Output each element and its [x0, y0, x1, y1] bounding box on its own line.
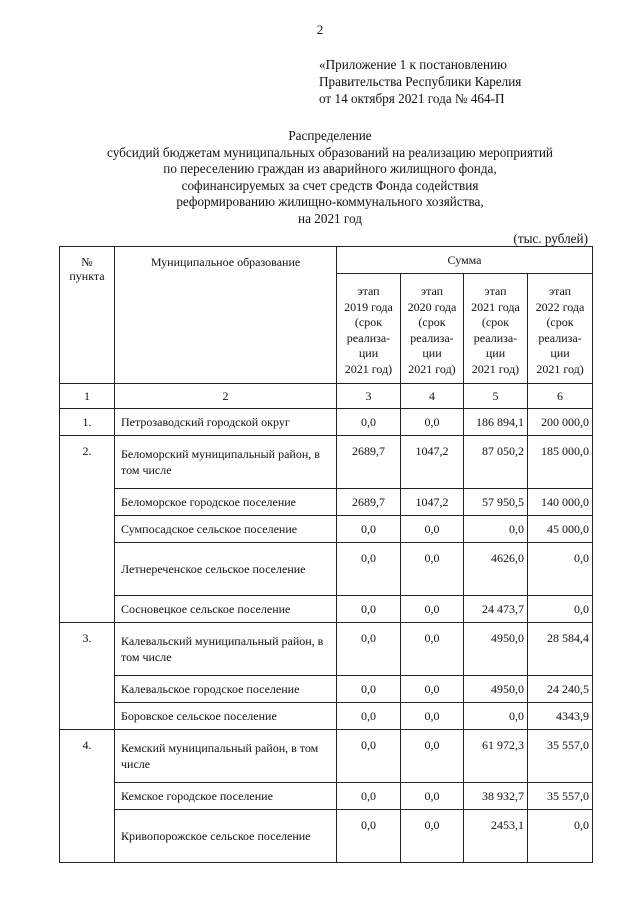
- amount-cell: 24 473,7: [464, 596, 528, 623]
- amount-cell: 0,0: [337, 810, 401, 863]
- column-header-number-text: № пункта: [69, 255, 105, 283]
- stage-header-line: реализа-: [346, 330, 391, 345]
- table-row: [60, 783, 593, 810]
- heading-line: субсидий бюджетам муниципальных образований на реализацию мероприятий: [107, 144, 553, 160]
- amount-cell: 140 000,0: [528, 489, 593, 516]
- municipality-name: Калевальский муниципальный район, в том числе: [115, 623, 337, 676]
- stage-header-line: 2021 года: [471, 299, 520, 314]
- column-index: 3: [337, 384, 401, 409]
- amount-cell: 0,0: [337, 730, 401, 783]
- stage-header-line: 2022 года: [535, 299, 585, 314]
- stage-header-line: этап: [484, 284, 507, 298]
- amount-cell: 0,0: [401, 703, 464, 730]
- stage-header: [464, 274, 528, 384]
- amount-cell: 35 557,0: [528, 730, 593, 783]
- amount-cell: 1047,2: [401, 489, 464, 516]
- amount-cell: 0,0: [401, 409, 464, 436]
- item-number: 2.: [60, 436, 115, 489]
- amount-cell: 61 972,3: [464, 730, 528, 783]
- amount-cell: 0,0: [528, 596, 593, 623]
- heading-line: по переселению граждан из аварийного жилищного фонда,: [163, 161, 497, 177]
- amount-cell: 2689,7: [337, 436, 401, 489]
- stage-header-line: этап: [420, 284, 444, 298]
- table-row: [60, 516, 593, 543]
- amount-cell: 0,0: [337, 783, 401, 810]
- stage-header-line: этап: [548, 284, 572, 298]
- stage-header: [528, 274, 593, 384]
- stage-header-line: ции: [550, 346, 570, 360]
- municipality-name: Кривопорожское сельское поселение: [115, 810, 337, 863]
- amount-cell: 0,0: [464, 516, 528, 543]
- municipality-name: Беломорский муниципальный район, в том числе: [115, 436, 337, 489]
- amount-cell: 200 000,0: [528, 409, 593, 436]
- amount-cell: 0,0: [401, 810, 464, 863]
- table-row: [60, 810, 593, 863]
- amount-cell: 186 894,1: [464, 409, 528, 436]
- amount-cell: 28 584,4: [528, 623, 593, 676]
- appendix-reference: [319, 56, 521, 107]
- stage-header-line: 2019 года: [344, 299, 393, 314]
- amount-cell: 0,0: [337, 623, 401, 676]
- heading-line: софинансируемых за счет средств Фонда содействия: [181, 177, 479, 193]
- amount-cell: 185 000,0: [528, 436, 593, 489]
- stage-header: [401, 274, 464, 384]
- stage-header-line: 2021 год): [344, 361, 393, 376]
- item-number: 1.: [60, 409, 115, 436]
- amount-cell: 0,0: [464, 703, 528, 730]
- stage-header-line: реализа-: [473, 330, 518, 345]
- amount-cell: 0,0: [401, 783, 464, 810]
- column-index: 2: [115, 384, 337, 409]
- item-number: [60, 516, 115, 543]
- amount-cell: 0,0: [401, 543, 464, 596]
- municipality-name: Летнереченское сельское поселение: [115, 543, 337, 596]
- table-row: [60, 730, 593, 783]
- amount-cell: 2689,7: [337, 489, 401, 516]
- column-index: 6: [528, 384, 593, 409]
- amount-cell: 87 050,2: [464, 436, 528, 489]
- table-row: [60, 676, 593, 703]
- amount-cell: 45 000,0: [528, 516, 593, 543]
- item-number: [60, 543, 115, 596]
- subsidy-table: [59, 246, 593, 863]
- stage-header-line: ции: [485, 346, 506, 360]
- municipality-name: Калевальское городское поселение: [115, 676, 337, 703]
- column-header-municipality: Муниципальное образование: [115, 247, 337, 384]
- table-row: [60, 703, 593, 730]
- stage-header-line: (срок: [418, 315, 446, 329]
- amount-cell: 0,0: [337, 543, 401, 596]
- stage-header-line: 2021 год): [471, 361, 520, 376]
- page-number: 2: [316, 22, 324, 37]
- document-heading: [0, 128, 640, 228]
- heading-line: Распределение: [288, 128, 372, 143]
- item-number: [60, 783, 115, 810]
- column-index: 1: [60, 384, 115, 409]
- item-number: [60, 810, 115, 863]
- amount-cell: 2453,1: [464, 810, 528, 863]
- municipality-name: Кемский муниципальный район, в том числе: [115, 730, 337, 783]
- stage-header-line: 2021 год): [408, 361, 456, 376]
- amount-cell: 35 557,0: [528, 783, 593, 810]
- amount-cell: 0,0: [401, 730, 464, 783]
- amount-cell: 24 240,5: [528, 676, 593, 703]
- column-index: 4: [401, 384, 464, 409]
- column-header-sum: Сумма: [337, 247, 593, 274]
- item-number: 3.: [60, 623, 115, 676]
- municipality-name: Боровское сельское поселение: [115, 703, 337, 730]
- amount-cell: 0,0: [401, 596, 464, 623]
- amount-cell: 0,0: [528, 543, 593, 596]
- municipality-name: Беломорское городское поселение: [115, 489, 337, 516]
- stage-header-line: ции: [422, 346, 442, 360]
- table-row: [60, 623, 593, 676]
- amount-cell: 0,0: [337, 409, 401, 436]
- amount-cell: 57 950,5: [464, 489, 528, 516]
- amount-cell: 4950,0: [464, 676, 528, 703]
- amount-cell: 4343,9: [528, 703, 593, 730]
- municipality-name: Сосновецкое сельское поселение: [115, 596, 337, 623]
- stage-header-line: (срок: [354, 315, 383, 329]
- stage-header-line: реализа-: [410, 330, 454, 345]
- stage-header-line: реализа-: [538, 330, 582, 345]
- stage-header-line: (срок: [481, 315, 510, 329]
- appendix-line: «Приложение 1 к постановлению: [319, 57, 507, 72]
- amount-cell: 0,0: [401, 676, 464, 703]
- heading-line: реформированию жилищно-коммунального хозяйства,: [176, 194, 484, 210]
- stage-header-line: этап: [357, 284, 380, 298]
- stage-header: [337, 274, 401, 384]
- units-label: (тыс. рублей): [513, 231, 588, 246]
- item-number: [60, 676, 115, 703]
- column-header-number: [60, 247, 115, 384]
- table-row: [60, 489, 593, 516]
- amount-cell: 0,0: [337, 596, 401, 623]
- table-row: [60, 409, 593, 436]
- amount-cell: 0,0: [401, 623, 464, 676]
- municipality-name: Кемское городское поселение: [115, 783, 337, 810]
- item-number: [60, 489, 115, 516]
- table-row: [60, 543, 593, 596]
- stage-header-line: (срок: [546, 315, 574, 329]
- stage-header-line: 2020 года: [407, 299, 457, 314]
- municipality-name: Сумпосадское сельское поселение: [115, 516, 337, 543]
- amount-cell: 0,0: [337, 703, 401, 730]
- amount-cell: 0,0: [528, 810, 593, 863]
- amount-cell: 4950,0: [464, 623, 528, 676]
- stage-header-line: ции: [358, 346, 379, 360]
- table-row: [60, 596, 593, 623]
- municipality-name: Петрозаводский городской округ: [115, 409, 337, 436]
- amount-cell: 1047,2: [401, 436, 464, 489]
- column-index-row: [60, 384, 593, 409]
- item-number: [60, 596, 115, 623]
- item-number: 4.: [60, 730, 115, 783]
- amount-cell: 0,0: [401, 516, 464, 543]
- appendix-line: Правительства Республики Карелия: [319, 74, 522, 89]
- amount-cell: 38 932,7: [464, 783, 528, 810]
- appendix-line: от 14 октября 2021 года № 464-П: [319, 91, 505, 106]
- amount-cell: 0,0: [337, 516, 401, 543]
- item-number: [60, 703, 115, 730]
- header-row: [60, 247, 593, 274]
- amount-cell: 0,0: [337, 676, 401, 703]
- stage-header-line: 2021 год): [536, 361, 584, 376]
- amount-cell: 4626,0: [464, 543, 528, 596]
- table-row: [60, 436, 593, 489]
- column-index: 5: [464, 384, 528, 409]
- heading-line: на 2021 год: [298, 210, 362, 226]
